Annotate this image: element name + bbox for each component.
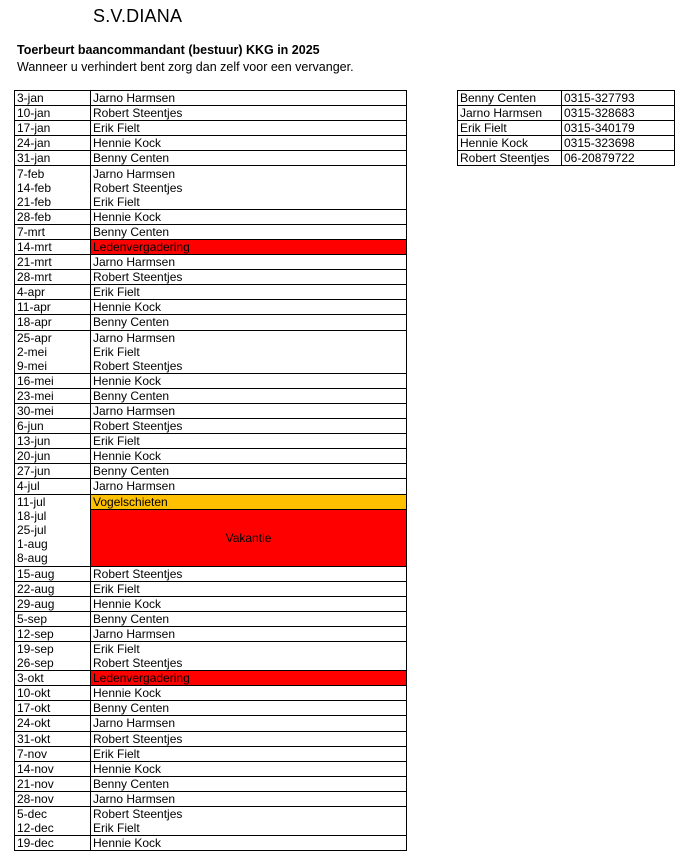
schedule-row bbox=[15, 776, 407, 791]
contact-row bbox=[458, 136, 675, 151]
schedule-assignee: Erik Fielt bbox=[91, 821, 407, 836]
schedule-assignee: Erik Fielt bbox=[91, 641, 407, 656]
schedule-row bbox=[15, 181, 407, 195]
schedule-assignee: Hennie Kock bbox=[91, 596, 407, 611]
schedule-date: 12-dec bbox=[15, 821, 91, 836]
schedule-assignee: Erik Fielt bbox=[91, 581, 407, 596]
schedule-row bbox=[15, 91, 407, 106]
schedule-date: 15-aug bbox=[15, 566, 91, 581]
schedule-row bbox=[15, 285, 407, 300]
duty-schedule-table bbox=[14, 90, 407, 851]
schedule-assignee: Hennie Kock bbox=[91, 373, 407, 388]
schedule-date: 5-dec bbox=[15, 807, 91, 822]
schedule-row bbox=[15, 151, 407, 166]
schedule-date: 10-jan bbox=[15, 106, 91, 121]
schedule-row bbox=[15, 330, 407, 345]
schedule-date: 3-jan bbox=[15, 91, 91, 106]
schedule-date: 25-jul bbox=[15, 523, 91, 537]
schedule-assignee: Robert Steentjes bbox=[91, 359, 407, 374]
schedule-date: 2-mei bbox=[15, 345, 91, 359]
contact-row bbox=[458, 106, 675, 121]
schedule-date: 12-sep bbox=[15, 626, 91, 641]
contact-phone: 0315-328683 bbox=[562, 106, 675, 121]
schedule-row bbox=[15, 761, 407, 776]
schedule-row bbox=[15, 359, 407, 374]
schedule-row bbox=[15, 419, 407, 434]
schedule-date: 24-jan bbox=[15, 136, 91, 151]
schedule-assignee: Benny Centen bbox=[91, 611, 407, 626]
schedule-date: 27-jun bbox=[15, 464, 91, 479]
schedule-date: 6-jun bbox=[15, 419, 91, 434]
schedule-date: 8-aug bbox=[15, 551, 91, 566]
schedule-assignee: Benny Centen bbox=[91, 151, 407, 166]
schedule-assignee: Benny Centen bbox=[91, 388, 407, 403]
schedule-date: 17-okt bbox=[15, 701, 91, 716]
schedule-date: 14-feb bbox=[15, 181, 91, 195]
contact-row bbox=[458, 121, 675, 136]
schedule-assignee: Hennie Kock bbox=[91, 300, 407, 315]
contact-name: Jarno Harmsen bbox=[458, 106, 562, 121]
schedule-row bbox=[15, 821, 407, 836]
schedule-row bbox=[15, 373, 407, 388]
schedule-row bbox=[15, 479, 407, 494]
schedule-row bbox=[15, 581, 407, 596]
schedule-row bbox=[15, 509, 407, 523]
schedule-row bbox=[15, 611, 407, 626]
schedule-assignee: Jarno Harmsen bbox=[91, 330, 407, 345]
schedule-assignee: Jarno Harmsen bbox=[91, 403, 407, 418]
schedule-date: 24-okt bbox=[15, 716, 91, 731]
schedule-row bbox=[15, 315, 407, 330]
schedule-row bbox=[15, 255, 407, 270]
schedule-assignee: Erik Fielt bbox=[91, 195, 407, 210]
schedule-assignee: Erik Fielt bbox=[91, 285, 407, 300]
schedule-date: 14-nov bbox=[15, 761, 91, 776]
schedule-assignee: Erik Fielt bbox=[91, 434, 407, 449]
schedule-date: 5-sep bbox=[15, 611, 91, 626]
schedule-assignee: Robert Steentjes bbox=[91, 270, 407, 285]
schedule-assignee: Jarno Harmsen bbox=[91, 479, 407, 494]
contact-phone: 0315-340179 bbox=[562, 121, 675, 136]
schedule-date: 29-aug bbox=[15, 596, 91, 611]
schedule-date: 11-apr bbox=[15, 300, 91, 315]
schedule-assignee: Vakantie bbox=[91, 509, 407, 566]
schedule-row bbox=[15, 566, 407, 581]
schedule-date: 28-nov bbox=[15, 791, 91, 806]
schedule-row bbox=[15, 626, 407, 641]
schedule-assignee: Robert Steentjes bbox=[91, 807, 407, 822]
schedule-assignee: Jarno Harmsen bbox=[91, 91, 407, 106]
schedule-date: 30-mei bbox=[15, 403, 91, 418]
schedule-date: 1-aug bbox=[15, 537, 91, 551]
schedule-assignee: Robert Steentjes bbox=[91, 419, 407, 434]
schedule-date: 21-feb bbox=[15, 195, 91, 210]
schedule-date: 14-mrt bbox=[15, 239, 91, 254]
schedule-row bbox=[15, 807, 407, 822]
schedule-assignee: Vogelschieten bbox=[91, 494, 407, 509]
schedule-row bbox=[15, 345, 407, 359]
schedule-row bbox=[15, 656, 407, 671]
schedule-date: 18-apr bbox=[15, 315, 91, 330]
schedule-assignee: Jarno Harmsen bbox=[91, 255, 407, 270]
club-title: S.V.DIANA bbox=[93, 6, 183, 26]
schedule-date: 4-apr bbox=[15, 285, 91, 300]
schedule-note: Wanneer u verhindert bent zorg dan zelf voor een vervanger. bbox=[17, 60, 354, 74]
schedule-assignee: Benny Centen bbox=[91, 464, 407, 479]
schedule-assignee: Ledenvergadering bbox=[91, 239, 407, 254]
schedule-assignee: Benny Centen bbox=[91, 315, 407, 330]
schedule-assignee: Jarno Harmsen bbox=[91, 626, 407, 641]
schedule-assignee: Jarno Harmsen bbox=[91, 716, 407, 731]
schedule-date: 9-mei bbox=[15, 359, 91, 374]
schedule-date: 7-feb bbox=[15, 166, 91, 181]
schedule-row bbox=[15, 195, 407, 210]
contact-name: Erik Fielt bbox=[458, 121, 562, 136]
schedule-date: 20-jun bbox=[15, 449, 91, 464]
schedule-date: 31-okt bbox=[15, 731, 91, 746]
schedule-row bbox=[15, 641, 407, 656]
schedule-row bbox=[15, 494, 407, 509]
schedule-row bbox=[15, 166, 407, 181]
schedule-row bbox=[15, 716, 407, 731]
schedule-assignee: Robert Steentjes bbox=[91, 731, 407, 746]
schedule-date: 17-jan bbox=[15, 121, 91, 136]
schedule-date: 16-mei bbox=[15, 373, 91, 388]
schedule-row bbox=[15, 106, 407, 121]
contacts-table bbox=[457, 90, 675, 166]
schedule-row bbox=[15, 136, 407, 151]
schedule-assignee: Robert Steentjes bbox=[91, 106, 407, 121]
schedule-date: 19-dec bbox=[15, 836, 91, 851]
schedule-row bbox=[15, 596, 407, 611]
schedule-row bbox=[15, 686, 407, 701]
schedule-date: 7-nov bbox=[15, 746, 91, 761]
schedule-row bbox=[15, 239, 407, 254]
schedule-assignee: Hennie Kock bbox=[91, 209, 407, 224]
schedule-row bbox=[15, 434, 407, 449]
schedule-date: 23-mei bbox=[15, 388, 91, 403]
schedule-assignee: Erik Fielt bbox=[91, 345, 407, 359]
schedule-date: 21-mrt bbox=[15, 255, 91, 270]
contact-name: Robert Steentjes bbox=[458, 151, 562, 166]
schedule-assignee: Erik Fielt bbox=[91, 746, 407, 761]
schedule-row bbox=[15, 388, 407, 403]
schedule-row bbox=[15, 701, 407, 716]
contact-name: Hennie Kock bbox=[458, 136, 562, 151]
schedule-date: 19-sep bbox=[15, 641, 91, 656]
schedule-row bbox=[15, 224, 407, 239]
schedule-assignee: Jarno Harmsen bbox=[91, 166, 407, 181]
contact-phone: 0315-323698 bbox=[562, 136, 675, 151]
schedule-date: 11-jul bbox=[15, 494, 91, 509]
schedule-assignee: Erik Fielt bbox=[91, 121, 407, 136]
schedule-row bbox=[15, 464, 407, 479]
contact-row bbox=[458, 91, 675, 106]
schedule-assignee: Jarno Harmsen bbox=[91, 791, 407, 806]
contact-row bbox=[458, 151, 675, 166]
schedule-date: 28-feb bbox=[15, 209, 91, 224]
schedule-assignee: Robert Steentjes bbox=[91, 566, 407, 581]
schedule-row bbox=[15, 300, 407, 315]
schedule-row bbox=[15, 746, 407, 761]
schedule-date: 10-okt bbox=[15, 686, 91, 701]
schedule-assignee: Hennie Kock bbox=[91, 449, 407, 464]
schedule-date: 22-aug bbox=[15, 581, 91, 596]
schedule-row bbox=[15, 836, 407, 851]
schedule-row bbox=[15, 403, 407, 418]
schedule-date: 18-jul bbox=[15, 509, 91, 523]
schedule-row bbox=[15, 121, 407, 136]
schedule-date: 7-mrt bbox=[15, 224, 91, 239]
contact-name: Benny Centen bbox=[458, 91, 562, 106]
schedule-assignee: Benny Centen bbox=[91, 776, 407, 791]
schedule-date: 25-apr bbox=[15, 330, 91, 345]
schedule-date: 13-jun bbox=[15, 434, 91, 449]
schedule-assignee: Robert Steentjes bbox=[91, 181, 407, 195]
schedule-date: 21-nov bbox=[15, 776, 91, 791]
schedule-date: 28-mrt bbox=[15, 270, 91, 285]
schedule-row bbox=[15, 449, 407, 464]
schedule-assignee: Hennie Kock bbox=[91, 761, 407, 776]
contact-phone: 06-20879722 bbox=[562, 151, 675, 166]
schedule-date: 3-okt bbox=[15, 671, 91, 686]
schedule-row bbox=[15, 671, 407, 686]
schedule-date: 26-sep bbox=[15, 656, 91, 671]
schedule-date: 31-jan bbox=[15, 151, 91, 166]
schedule-assignee: Hennie Kock bbox=[91, 686, 407, 701]
schedule-row bbox=[15, 209, 407, 224]
schedule-row bbox=[15, 270, 407, 285]
schedule-subtitle: Toerbeurt baancommandant (bestuur) KKG in 2025 bbox=[17, 43, 320, 57]
schedule-assignee: Benny Centen bbox=[91, 701, 407, 716]
schedule-assignee: Ledenvergadering bbox=[91, 671, 407, 686]
schedule-assignee: Hennie Kock bbox=[91, 836, 407, 851]
schedule-assignee: Benny Centen bbox=[91, 224, 407, 239]
schedule-date: 4-jul bbox=[15, 479, 91, 494]
schedule-assignee: Robert Steentjes bbox=[91, 656, 407, 671]
schedule-row bbox=[15, 731, 407, 746]
schedule-assignee: Hennie Kock bbox=[91, 136, 407, 151]
contact-phone: 0315-327793 bbox=[562, 91, 675, 106]
schedule-row bbox=[15, 791, 407, 806]
